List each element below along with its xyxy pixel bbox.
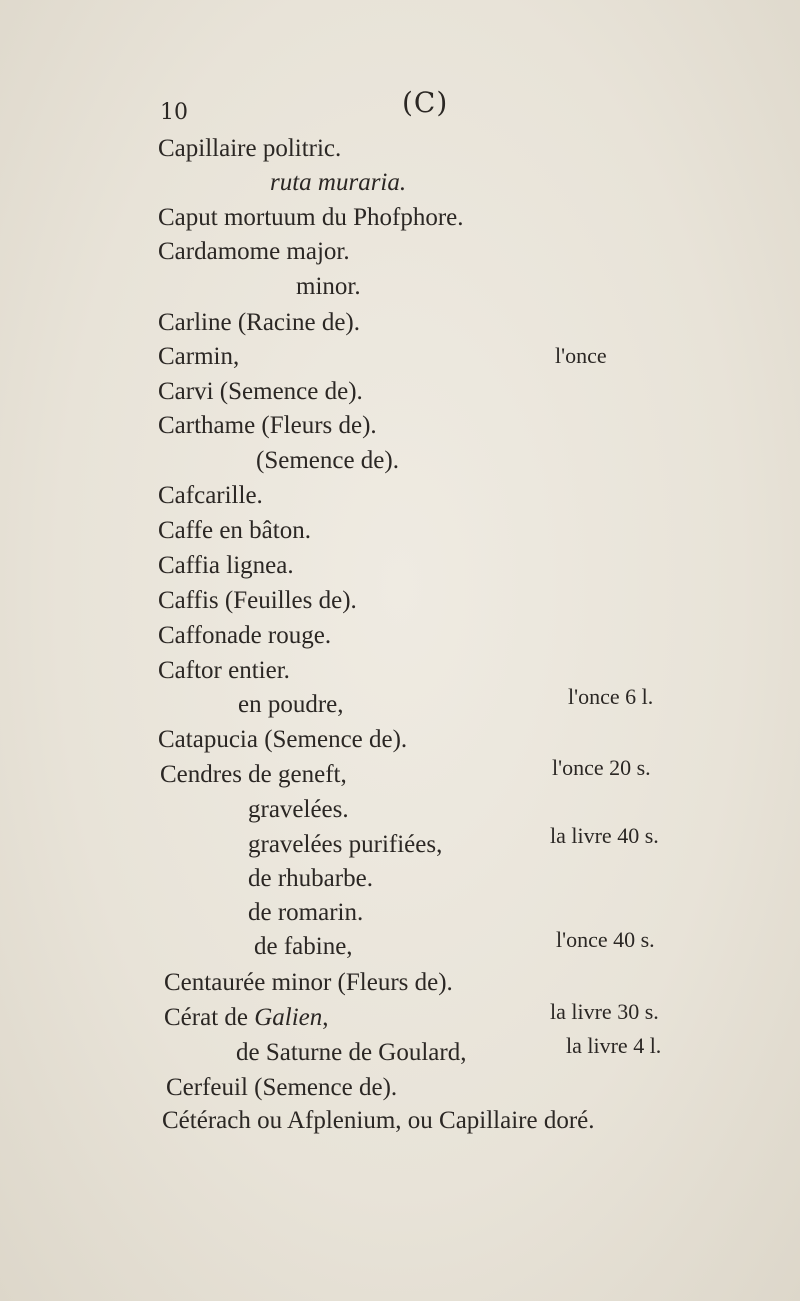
entry-price: l'once [555, 343, 607, 368]
entry-line: Cendres de geneft, [160, 761, 347, 788]
entry-line: gravelées purifiées, [248, 831, 443, 858]
entry-price: l'once 40 s. [556, 927, 655, 952]
entry-line: Capillaire politric. [158, 135, 342, 162]
entry-text-italic: Galien [254, 1004, 323, 1031]
entry-line: Cardamome major. [158, 238, 350, 265]
entry-price: l'once 6 l. [568, 684, 654, 709]
entry-line: Caffonade rouge. [158, 622, 332, 649]
page-number: 10 [160, 100, 188, 125]
entry-price: la livre 30 s. [550, 999, 659, 1024]
section-letter: (C) [402, 86, 449, 119]
entry-line: Cafcarille. [158, 482, 263, 509]
entry-line: Carthame (Fleurs de). [158, 412, 377, 439]
entry-line: Carmin, [158, 343, 240, 370]
entry-line: Caffis (Feuilles de). [158, 587, 357, 614]
entry-line: Caffe en bâton. [158, 517, 311, 544]
entry-line: Carline (Racine de). [158, 309, 360, 336]
entry-line: Catapucia (Semence de). [158, 726, 408, 753]
entry-line: Cerfeuil (Semence de). [166, 1074, 398, 1101]
entry-line: de Saturne de Goulard, [236, 1039, 467, 1066]
entry-line: de fabine, [254, 933, 353, 960]
entry-line: de romarin. [248, 899, 364, 926]
entry-line: Caffia lignea. [158, 552, 294, 579]
entry-text: , [322, 1004, 329, 1031]
entry-line: ruta muraria. [270, 169, 407, 196]
entry-line [164, 1003, 329, 1033]
entry-line: Carvi (Semence de). [158, 378, 363, 405]
entry-text: Cérat de [164, 1004, 255, 1031]
entry-line: Cétérach ou Afplenium, ou Capillaire doré. [162, 1107, 595, 1134]
entry-line: gravelées. [248, 796, 349, 823]
entry-price: l'once 20 s. [552, 755, 651, 780]
entry-line: de rhubarbe. [248, 865, 373, 892]
entry-line: Caput mortuum du Phofphore. [158, 204, 464, 231]
entry-price: la livre 4 l. [566, 1033, 662, 1058]
entry-line: Caftor entier. [158, 657, 290, 684]
entry-line: Centaurée minor (Fleurs de). [164, 969, 453, 996]
entry-price: la livre 40 s. [550, 823, 659, 848]
entry-line: (Semence de). [256, 447, 399, 474]
entry-line: minor. [296, 273, 361, 300]
entry-line: en poudre, [238, 691, 344, 718]
